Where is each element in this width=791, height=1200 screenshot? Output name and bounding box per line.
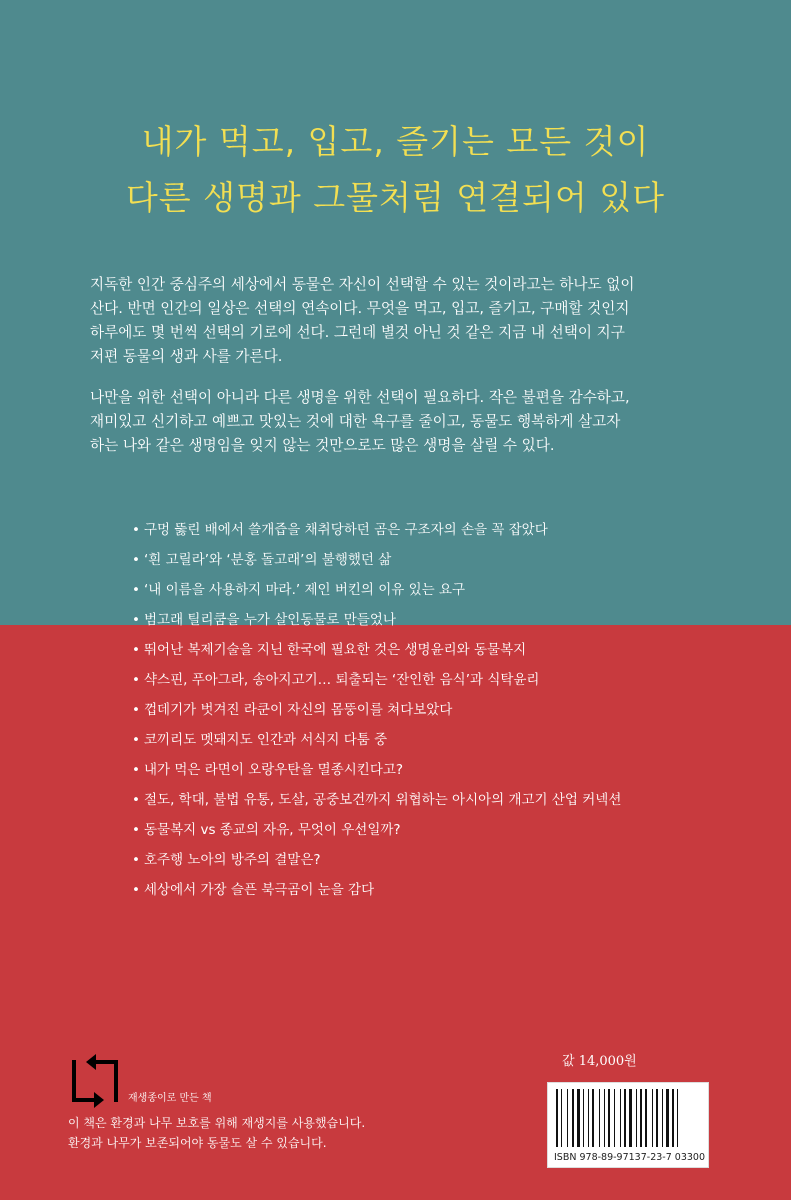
recycle-label: 재생종이로 만든 책 xyxy=(128,1093,212,1104)
list-item xyxy=(132,819,621,849)
list-item xyxy=(132,639,621,669)
list-item xyxy=(132,609,621,639)
paragraph-line: 저편 동물의 생과 사를 가른다. xyxy=(90,348,283,365)
bullet-icon: • xyxy=(132,612,140,628)
headline-line-2: 다른 생명과 그물처럼 연결되어 있다 xyxy=(125,178,666,217)
list-item xyxy=(132,669,621,699)
paragraph-line: 재미있고 신기하고 예쁘고 맛있는 것에 대한 욕구를 줄이고, 동물도 행복하게 살고자 xyxy=(90,413,621,430)
list-item-text: 코끼리도 멧돼지도 인간과 서식지 다툼 중 xyxy=(144,732,388,748)
list-item-text: 범고래 틸리쿰을 누가 살인동물로 만들었나 xyxy=(144,612,396,628)
list-item xyxy=(132,519,621,549)
list-item-text: 구멍 뚫린 배에서 쓸개즙을 채취당하던 곰은 구조자의 손을 꼭 잡았다 xyxy=(144,522,548,538)
bullet-icon: • xyxy=(132,732,140,748)
list-item xyxy=(132,549,621,579)
recycle-icon xyxy=(68,1054,122,1108)
list-item xyxy=(132,789,621,819)
paragraph-line: 지독한 인간 중심주의 세상에서 동물은 자신이 선택할 수 있는 것이라고는 하나도 없이 xyxy=(90,276,635,293)
isbn-number: ISBN 978-89-97137-23-7 03300 xyxy=(554,1152,706,1163)
list-item xyxy=(132,699,621,729)
list-item-text: 샥스핀, 푸아그라, 송아지고기… 퇴출되는 ‘잔인한 음식’과 식탁윤리 xyxy=(144,672,540,688)
list-item-text: 내가 먹은 라면이 오랑우탄을 멸종시킨다고? xyxy=(144,762,404,778)
intro-paragraph-1 xyxy=(90,273,730,369)
bullet-icon: • xyxy=(132,552,140,568)
bullet-icon: • xyxy=(132,582,140,598)
recycle-note-2: 환경과 나무가 보존되어야 동물도 살 수 있습니다. xyxy=(68,1136,327,1150)
list-item-text: 동물복지 vs 종교의 자유, 무엇이 우선일까? xyxy=(144,822,401,838)
bullet-icon: • xyxy=(132,852,140,868)
bullet-icon: • xyxy=(132,642,140,658)
list-item xyxy=(132,849,621,879)
recycle-note-1: 이 책은 환경과 나무 보호를 위해 재생지를 사용했습니다. xyxy=(68,1116,366,1130)
list-item-text: ‘흰 고릴라’와 ‘분홍 돌고래’의 불행했던 삶 xyxy=(144,552,392,568)
bullet-icon: • xyxy=(132,522,140,538)
paragraph-line: 하루에도 몇 번씩 선택의 기로에 선다. 그런데 별것 아닌 것 같은 지금 내 선택이 지구 xyxy=(90,324,625,341)
bullet-icon: • xyxy=(132,762,140,778)
paragraph-line: 하는 나와 같은 생명임을 잊지 않는 것만으로도 많은 생명을 살릴 수 있다. xyxy=(90,437,555,454)
list-item-text: 절도, 학대, 불법 유통, 도살, 공중보건까지 위협하는 아시아의 개고기 산업 커넥션 xyxy=(144,792,622,808)
headline-line-1: 내가 먹고, 입고, 즐기는 모든 것이 xyxy=(141,122,650,161)
price-label: 값 14,000원 xyxy=(562,1054,637,1069)
topic-list xyxy=(132,519,621,909)
bullet-icon: • xyxy=(132,702,140,718)
list-item xyxy=(132,579,621,609)
paragraph-line: 나만을 위한 선택이 아니라 다른 생명을 위한 선택이 필요하다. 작은 불편을 감수하고, xyxy=(90,389,630,406)
bullet-icon: • xyxy=(132,672,140,688)
paragraph-line: 산다. 반면 인간의 일상은 선택의 연속이다. 무엇을 먹고, 입고, 즐기고, 구매할 것인지 xyxy=(90,300,630,317)
list-item-text: 껍데기가 벗겨진 라쿤이 자신의 몸뚱이를 쳐다보았다 xyxy=(144,702,453,718)
isbn-barcode-box xyxy=(547,1082,709,1168)
list-item xyxy=(132,729,621,759)
intro-paragraph-2 xyxy=(90,386,730,458)
list-item xyxy=(132,759,621,789)
list-item-text: 뛰어난 복제기술을 지닌 한국에 필요한 것은 생명윤리와 동물복지 xyxy=(144,642,527,658)
bullet-icon: • xyxy=(132,792,140,808)
list-item-text: 호주행 노아의 방주의 결말은? xyxy=(144,852,321,868)
bullet-icon: • xyxy=(132,822,140,838)
barcode-icon xyxy=(554,1089,702,1149)
list-item-text: 세상에서 가장 슬픈 북극곰이 눈을 감다 xyxy=(144,882,375,898)
list-item-text: ‘내 이름을 사용하지 마라.’ 제인 버킨의 이유 있는 요구 xyxy=(144,582,466,598)
bullet-icon: • xyxy=(132,882,140,898)
list-item xyxy=(132,879,621,909)
